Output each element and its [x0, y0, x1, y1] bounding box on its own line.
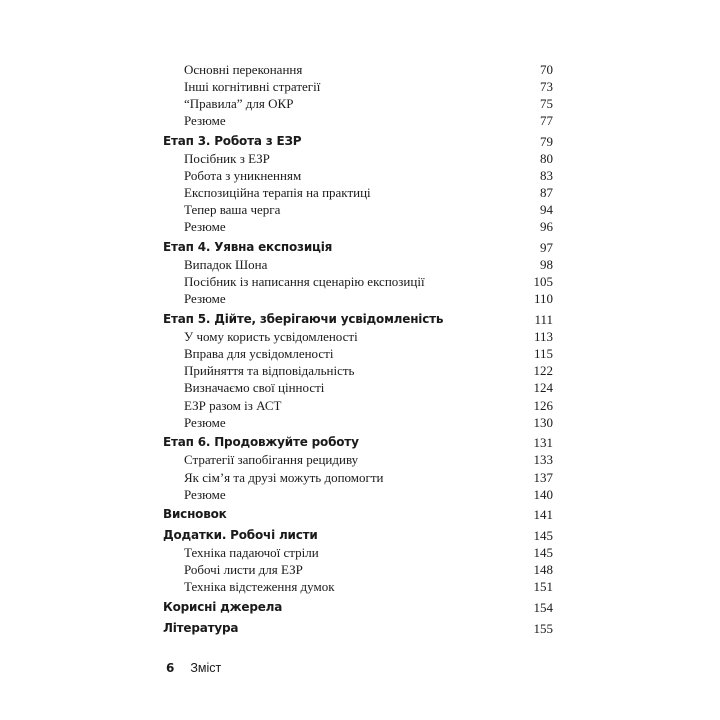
toc-subsection-entry [0, 328, 720, 345]
toc-entry-page-number: 79 [540, 133, 553, 149]
toc-section-entry [0, 620, 720, 637]
toc-subsection-entry [0, 78, 720, 95]
toc-entry-page-number: 130 [533, 414, 553, 430]
toc-entry-page-number: 98 [540, 257, 553, 273]
toc-entry-page-number: 70 [540, 62, 553, 77]
toc-entry-title: Як сім’я та друзі можуть допомогти [184, 469, 384, 485]
toc-subsection-entry [0, 218, 720, 235]
toc-entry-page-number: 124 [533, 380, 553, 396]
toc-subsection-entry [0, 397, 720, 414]
toc-subsection-entry [0, 95, 720, 112]
toc-entry-title: “Правила” для ОКР [184, 96, 294, 112]
toc-section-entry [0, 599, 720, 616]
toc-subsection-entry [0, 362, 720, 379]
footer-page-number: 6 [166, 661, 175, 675]
toc-subsection-entry [0, 273, 720, 290]
toc-entry-title: Етап 6. Продовжуйте роботу [163, 435, 359, 450]
toc-subsection-entry [0, 184, 720, 201]
table-of-contents [0, 61, 720, 637]
toc-subsection-entry [0, 345, 720, 362]
toc-subsection-entry [0, 256, 720, 273]
toc-entry-title: Техніка падаючої стріли [184, 545, 319, 561]
toc-subsection-entry [0, 544, 720, 561]
toc-subsection-entry [0, 167, 720, 184]
toc-subsection-entry [0, 150, 720, 167]
toc-entry-page-number: 94 [540, 202, 553, 218]
toc-entry-page-number: 96 [540, 219, 553, 235]
toc-entry-title: У чому користь усвідомленості [184, 329, 358, 345]
toc-subsection-entry [0, 379, 720, 396]
toc-entry-title: Етап 3. Робота з ЕЗР [163, 133, 302, 148]
toc-entry-title: Корисні джерела [163, 599, 283, 614]
toc-entry-page-number: 80 [540, 151, 553, 167]
toc-entry-title: Етап 4. Уявна експозиція [163, 240, 333, 255]
toc-section-entry [0, 434, 720, 451]
toc-entry-title: Основні переконання [184, 62, 303, 77]
toc-entry-page-number: 126 [533, 397, 553, 413]
toc-subsection-entry [0, 486, 720, 503]
toc-entry-title: Резюме [184, 219, 226, 235]
toc-entry-page-number: 151 [533, 579, 553, 595]
toc-entry-page-number: 75 [540, 96, 553, 112]
toc-entry-page-number: 113 [533, 329, 553, 345]
toc-entry-title: Тепер ваша черга [184, 202, 281, 218]
toc-entry-page-number: 145 [533, 528, 553, 543]
toc-entry-page-number: 110 [533, 291, 553, 307]
toc-entry-title: Резюме [184, 486, 226, 502]
toc-subsection-entry [0, 112, 720, 129]
toc-entry-page-number: 140 [533, 486, 553, 502]
toc-section-entry [0, 133, 720, 150]
toc-subsection-entry [0, 201, 720, 218]
toc-entry-title: Додатки. Робочі листи [163, 528, 318, 542]
toc-section-entry [0, 239, 720, 256]
toc-entry-title: Етап 5. Дійте, зберігаючи усвідомленість [163, 312, 444, 327]
toc-entry-page-number: 111 [534, 312, 553, 328]
toc-entry-page-number: 154 [533, 599, 553, 615]
toc-entry-title: Робота з уникненням [184, 168, 302, 184]
toc-section-entry [0, 506, 720, 523]
toc-entry-title: Посібник з ЕЗР [184, 151, 270, 167]
toc-entry-title: Література [163, 620, 239, 635]
toc-section-entry [0, 311, 720, 328]
toc-entry-title: Експозиційна терапія на практиці [184, 185, 371, 201]
toc-entry-title: Випадок Шона [184, 257, 268, 273]
toc-entry-title: Стратегії запобігання рецидиву [184, 452, 359, 468]
toc-entry-page-number: 145 [533, 545, 553, 561]
toc-entry-page-number: 148 [533, 562, 553, 578]
toc-entry-title: Посібник із написання сценарію експозиції [184, 274, 425, 290]
page-footer [166, 661, 221, 675]
toc-subsection-entry [0, 290, 720, 307]
toc-subsection-entry [0, 561, 720, 578]
footer-section-label: Зміст [190, 661, 222, 675]
toc-entry-title: Резюме [184, 291, 226, 307]
toc-subsection-entry [0, 451, 720, 468]
toc-entry-title: Техніка відстеження думок [184, 579, 335, 595]
toc-subsection-entry [0, 469, 720, 486]
toc-entry-page-number: 73 [540, 79, 553, 95]
toc-entry-page-number: 155 [533, 620, 553, 636]
toc-entry-page-number: 83 [540, 168, 553, 184]
toc-entry-page-number: 77 [540, 113, 553, 129]
toc-entry-title: Визначаємо свої цінності [184, 380, 325, 396]
toc-entry-title: Інші когнітивні стратегії [184, 79, 321, 95]
toc-subsection-entry [0, 61, 720, 78]
toc-entry-page-number: 122 [533, 363, 553, 379]
toc-entry-page-number: 141 [533, 507, 553, 523]
toc-subsection-entry [0, 414, 720, 431]
toc-entry-title: Прийняття та відповідальність [184, 363, 355, 379]
toc-entry-page-number: 97 [540, 240, 553, 256]
toc-entry-page-number: 131 [533, 435, 553, 451]
toc-entry-page-number: 115 [533, 346, 553, 362]
toc-entry-title: Робочі листи для ЕЗР [184, 562, 303, 578]
toc-entry-page-number: 105 [533, 274, 553, 290]
toc-subsection-entry [0, 578, 720, 595]
toc-entry-title: ЕЗР разом із АСТ [184, 397, 282, 413]
toc-entry-page-number: 87 [540, 185, 553, 201]
toc-entry-title: Резюме [184, 414, 226, 430]
toc-entry-title: Висновок [163, 507, 227, 522]
toc-section-entry [0, 527, 720, 544]
toc-entry-title: Вправа для усвідомленості [184, 346, 334, 362]
toc-entry-page-number: 133 [533, 452, 553, 468]
toc-entry-title: Резюме [184, 113, 226, 129]
toc-entry-page-number: 137 [533, 469, 553, 485]
